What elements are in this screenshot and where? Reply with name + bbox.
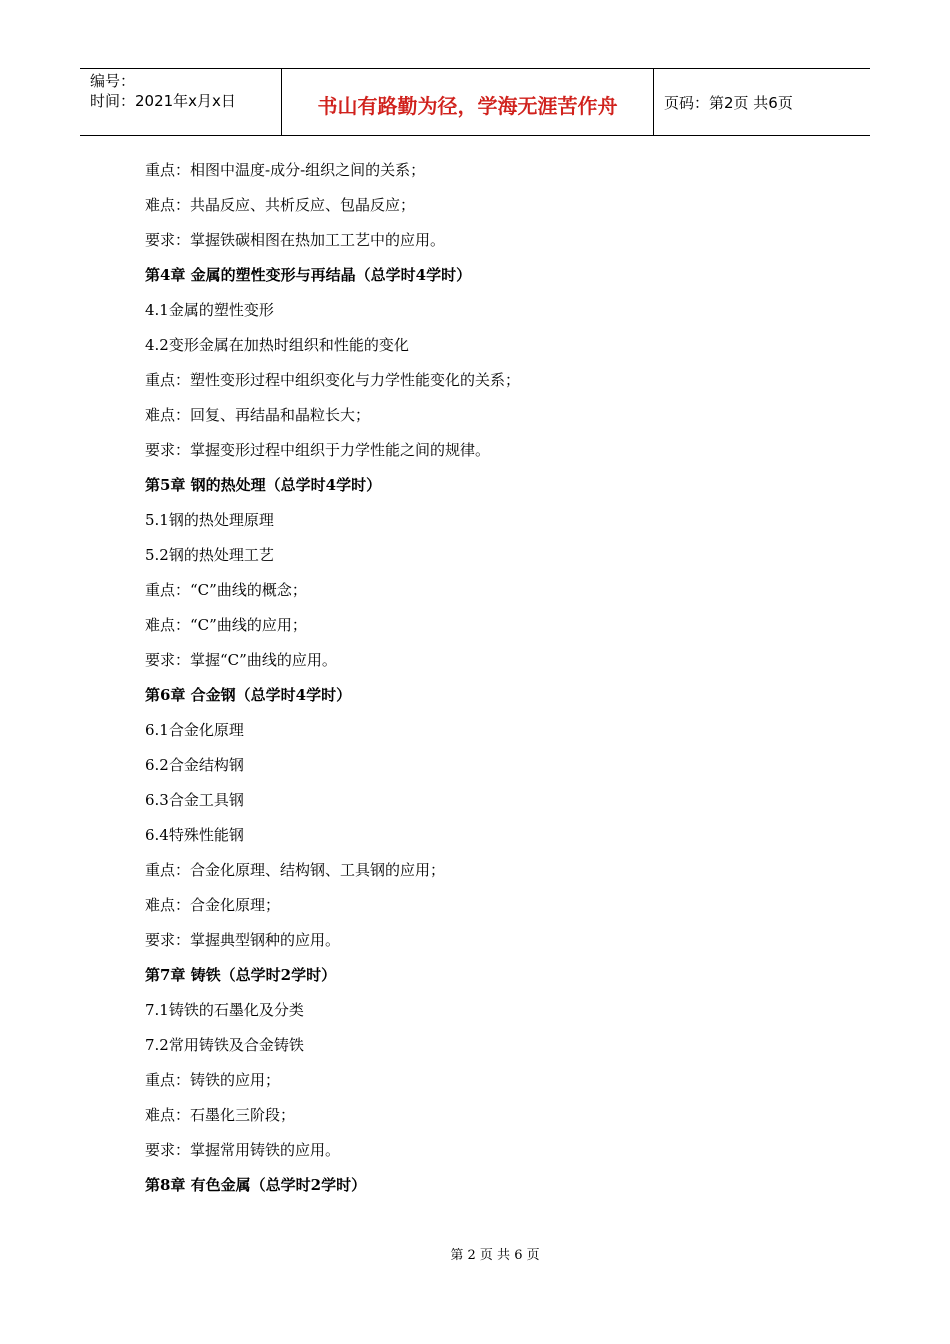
page-header — [80, 68, 870, 136]
document-date: 时间：2021年x月x日 — [90, 92, 236, 110]
body-line: 重点：“C”曲线的概念； — [145, 581, 307, 599]
body-line: 难点：共晶反应、共析反应、包晶反应； — [145, 196, 416, 214]
body-line: 7.2常用铸铁及合金铸铁 — [145, 1036, 304, 1054]
chapter-heading: 第4章 金属的塑性变形与再结晶（总学时4学时） — [145, 266, 472, 284]
body-line: 重点：相图中温度-成分-组织之间的关系； — [145, 161, 426, 179]
body-line: 难点：合金化原理； — [145, 896, 281, 914]
header-motto: 书山有路勤为径，学海无涯苦作舟 — [282, 69, 654, 135]
chapter-heading: 第6章 合金钢（总学时4学时） — [145, 686, 352, 704]
body-line: 7.1铸铁的石墨化及分类 — [145, 1001, 304, 1019]
document-number-label: 编号： — [90, 72, 136, 90]
header-meta — [80, 69, 282, 135]
body-line: 6.4特殊性能钢 — [145, 826, 244, 844]
body-line: 要求：掌握变形过程中组织于力学性能之间的规律。 — [145, 441, 491, 459]
body-line: 难点：回复、再结晶和晶粒长大； — [145, 406, 371, 424]
document-body — [145, 153, 845, 1203]
body-line: 要求：掌握常用铸铁的应用。 — [145, 1141, 341, 1159]
body-line: 6.2合金结构钢 — [145, 756, 244, 774]
body-line: 5.2钢的热处理工艺 — [145, 546, 274, 564]
chapter-heading: 第5章 钢的热处理（总学时4学时） — [145, 476, 382, 494]
body-line: 要求：掌握铁碳相图在热加工工艺中的应用。 — [145, 231, 446, 249]
body-line: 6.3合金工具钢 — [145, 791, 244, 809]
body-line: 要求：掌握“C”曲线的应用。 — [145, 651, 337, 669]
body-line: 重点：合金化原理、结构钢、工具钢的应用； — [145, 861, 446, 879]
body-line: 重点：铸铁的应用； — [145, 1071, 281, 1089]
body-line: 6.1合金化原理 — [145, 721, 244, 739]
body-line: 重点：塑性变形过程中组织变化与力学性能变化的关系； — [145, 371, 521, 389]
page-footer: 第 2 页 共 6 页 — [450, 1248, 540, 1263]
body-line: 难点：“C”曲线的应用； — [145, 616, 307, 634]
header-page-number: 页码：第2页 共6页 — [664, 93, 793, 112]
body-line: 5.1钢的热处理原理 — [145, 511, 274, 529]
body-line: 要求：掌握典型钢种的应用。 — [145, 931, 341, 949]
body-line: 4.2变形金属在加热时组织和性能的变化 — [145, 336, 409, 354]
chapter-heading: 第7章 铸铁（总学时2学时） — [145, 966, 337, 984]
body-line: 4.1金属的塑性变形 — [145, 301, 274, 319]
body-line: 难点：石墨化三阶段； — [145, 1106, 296, 1124]
chapter-heading: 第8章 有色金属（总学时2学时） — [145, 1176, 367, 1194]
